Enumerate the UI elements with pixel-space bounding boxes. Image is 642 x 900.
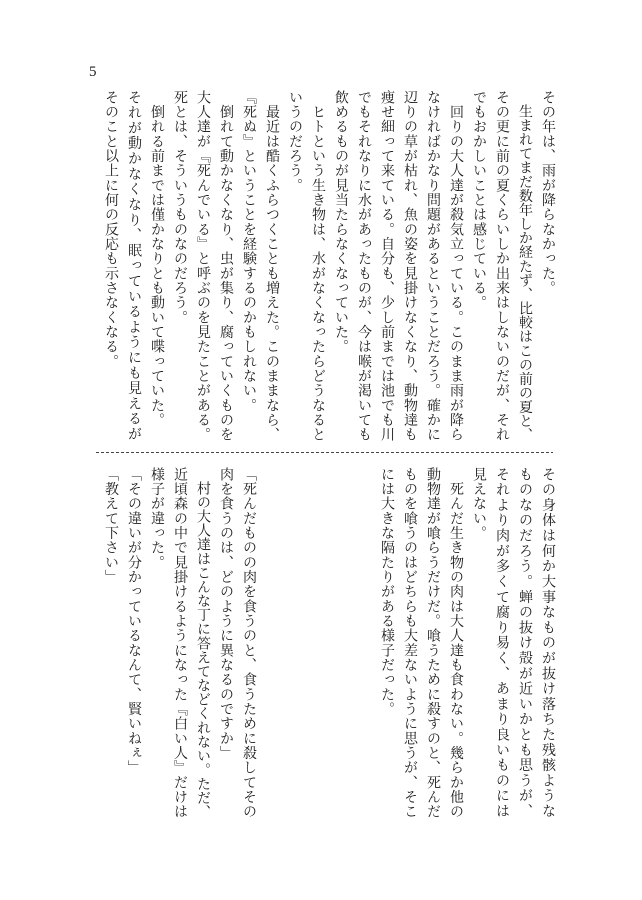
text-line: 「その違いが分かっているなんて、賢いねぇ」 [126,467,142,776]
text-line: なければかなり問題があるということだろう。確かに [425,90,441,443]
text-line: には大きな隔たりがある様子だった。 [379,467,395,717]
text-line: 村の大人達はこんな丁に答えてなどくれない。ただ、 [195,467,211,819]
text-line: 動物達が喰らうだけだ。喰うために殺すのと、死んだ [425,467,441,820]
upper-text-block [99,90,559,442]
text-line: 最近は酷くふらつくことも増えた。このままなら、 [264,90,280,443]
text-line: ヒトという生き物は、水がなくなったらどうなると [310,90,326,443]
text-line: 生まれてまだ数年しか経たず、比較はこの前の夏と、 [517,90,533,442]
text-line: その年は、雨が降らなかった。 [540,90,556,296]
text-line: 見えない。 [471,467,487,541]
text-line: 死とは、そういうものなのだろう。 [172,90,188,325]
lower-left-text-group [99,467,260,819]
text-line: 肉を食うのは、どのように異なるのですか」 [218,467,234,761]
text-line: そのこと以上に何の反応も示さなくなる。 [103,90,119,369]
text-line: それより肉が多くて腐り易く、あまり良いものには [494,467,510,819]
text-line: 近頃森の中で見掛けるようになった『白い人』だけは [172,467,188,820]
text-line: でもおかしいことは感じている。 [471,90,487,311]
text-line: ものなのだろう。蝉の抜け殻が近いかとも思うが、 [517,467,533,819]
text-line: いうのだろう。 [287,90,303,193]
lower-right-text-group [375,467,559,819]
text-line: 『死ぬ』ということを経験するのかもしれない。 [241,90,257,413]
text-line: 倒れて動かなくなり、虫が集り、腐っていくものを [218,90,234,443]
text-line: 様子が違った。 [149,467,165,570]
page-number: 5 [89,64,97,80]
text-line: 辺りの草が枯れ、魚の姿を見掛けなくなり、動物達も [402,90,418,443]
dashed-section-divider [96,452,553,453]
text-line: 死んだ生き物の肉は大人達も食わない。幾らか他の [448,467,464,820]
text-line: 倒れる前までは僅かなりとも動いて喋っていた。 [149,90,165,428]
text-line: でもそれなりに水があったものが、今は喉が渇いても [356,90,372,443]
text-line: 回りの大人達が殺気立っている。このまま雨が降ら [448,90,464,443]
text-line: 「教えて下さい」 [103,467,119,585]
lower-text-block [99,467,559,819]
text-line: 大人達が『死んでいる』と呼ぶのを見たことがある。 [195,90,211,443]
text-line: 飲めるものが見当たらなくなっていた。 [333,90,349,355]
text-line: その更に前の夏くらいしか出来はしないのだが、それ [494,90,510,443]
text-line: 痩せ細って来ている。自分も、少し前までは池でも川 [379,90,395,443]
text-line: それが動かなくなり、眠っているようにも見えるが [126,90,142,442]
text-line: 「死んだものの肉を食うのと、食うために殺してその [241,467,257,820]
text-line: その身体は何か大事なものが抜け落ちた残骸ような [540,467,556,819]
text-line: ものを喰うのはどちらも大差ないように思うが、そこ [402,467,418,820]
